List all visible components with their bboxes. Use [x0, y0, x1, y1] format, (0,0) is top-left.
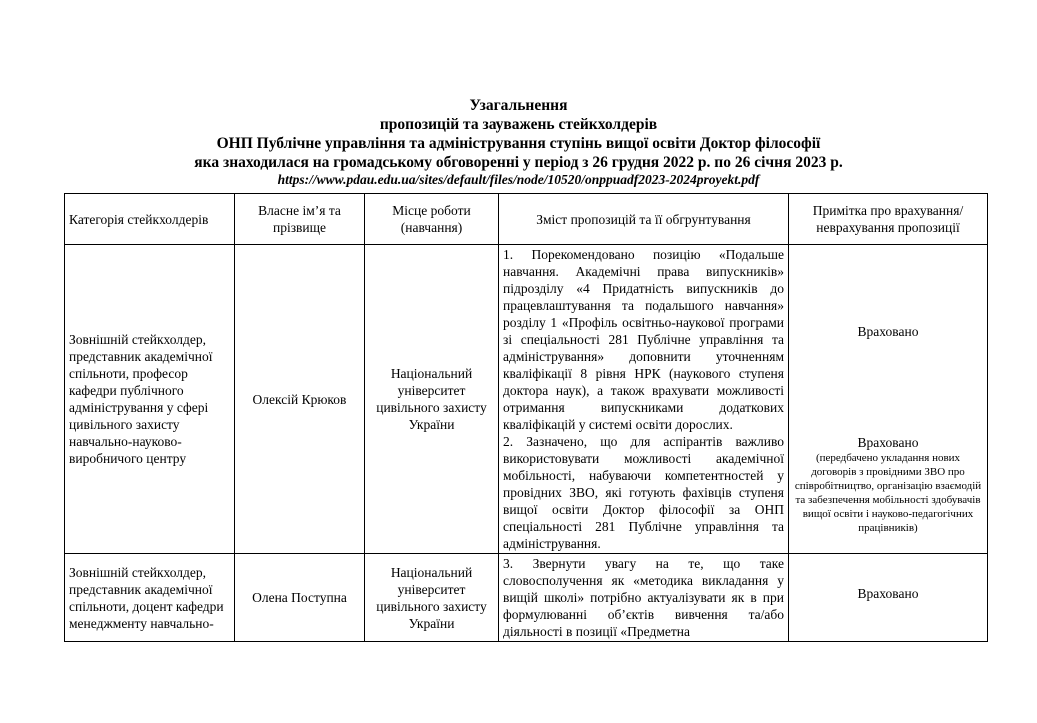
- status-1-text: Враховано: [857, 324, 919, 339]
- proposals-table: [64, 193, 988, 642]
- status-2-text: Враховано: [857, 435, 919, 450]
- document-subtitle-1: пропозицій та зауважень стейкхолдерів: [379, 116, 658, 133]
- document-title: Узагальнення: [469, 97, 568, 114]
- status-3-text: Враховано: [857, 586, 919, 601]
- document-url: https://www.pdau.edu.ua/sites/default/files/node/10520/onppuadf2023-2024proyekt.pdf: [277, 172, 760, 187]
- note-cell: [789, 554, 988, 642]
- proposal-2-text: 2. Зазначено, що для аспірантів важливо використовувати можливості академічної мобільності, набуваючи компетентностей у провідних ЗВО, які готують фахівців ступеня вищої освіти Доктор філософії за ОНП спеціальності 281 Публічне управління та адміністрування.: [503, 434, 784, 551]
- table-header-row: [65, 194, 988, 245]
- workplace-cell: Національний університет цивільного захисту України: [365, 245, 499, 554]
- workplace-cell: Національний університет цивільного захисту України: [365, 554, 499, 642]
- column-header-category: Категорія стейкхолдерів: [65, 194, 235, 245]
- spacer: [793, 246, 983, 323]
- column-header-proposal: Зміст пропозицій та її обгрунтування: [499, 194, 789, 245]
- document-header: [0, 96, 1037, 188]
- note-cell: [789, 245, 988, 554]
- spacer: [793, 340, 983, 434]
- proposal-cell: [499, 554, 789, 642]
- proposal-cell: [499, 245, 789, 554]
- table-row: [65, 554, 988, 642]
- table-row: [65, 245, 988, 554]
- column-header-name: Власне ім’я та прізвище: [235, 194, 365, 245]
- name-cell: Олексій Крюков: [235, 245, 365, 554]
- proposal-3-text: 3. Звернути увагу на те, що таке словосполучення як «методика викладання у вищій школі» потрібно актуалізувати як в при формулюванні об’єктів вивчення та/або діяльності в позиції «Предметна: [503, 556, 784, 639]
- category-cell: Зовнішній стейкхолдер, представник академічної спільноти, доцент кафедри менеджменту навчально-: [65, 554, 235, 642]
- column-header-note: Примітка про врахування/неврахування пропозиції: [789, 194, 988, 245]
- document-subtitle-2: ОНП Публічне управління та адміністрування ступінь вищої освіти Доктор філософії: [216, 135, 821, 152]
- name-cell: Олена Поступна: [235, 554, 365, 642]
- category-cell: Зовнішній стейкхолдер, представник академічної спільноти, професор кафедри публічного адміністрування у сфері цивільного захисту навчально-науково-виробничого центру: [65, 245, 235, 554]
- spacer: [793, 555, 983, 585]
- proposal-1-text: 1. Порекомендовано позицію «Подальше навчання. Академічні права випускників» підрозділу «4 Придатність випускників до працевлаштування та подальшого навчання» розділу 1 «Профіль освітньо-наукової програми зі спеціальності 281 Публічне управління та адміністрування» доповнити уточненням кваліфікації 8 рівня НРК (наукового ступеня доктора наук), а також врахувати можливості отримання випускниками додаткових кваліфікацій у системі освіти дорослих.: [503, 247, 784, 432]
- document-subtitle-3: яка знаходилася на громадському обговоренні у період з 26 грудня 2022 р. по 26 січня 2023 р.: [194, 154, 843, 171]
- column-header-workplace: Місце роботи (навчання): [365, 194, 499, 245]
- status-2-note: (передбачено укладання нових договорів з провідними ЗВО про співробітництво, організацію взаємодій та забезпечення мобільності здобувачів вищої освіти і науково-педагогічних працівників): [794, 452, 982, 534]
